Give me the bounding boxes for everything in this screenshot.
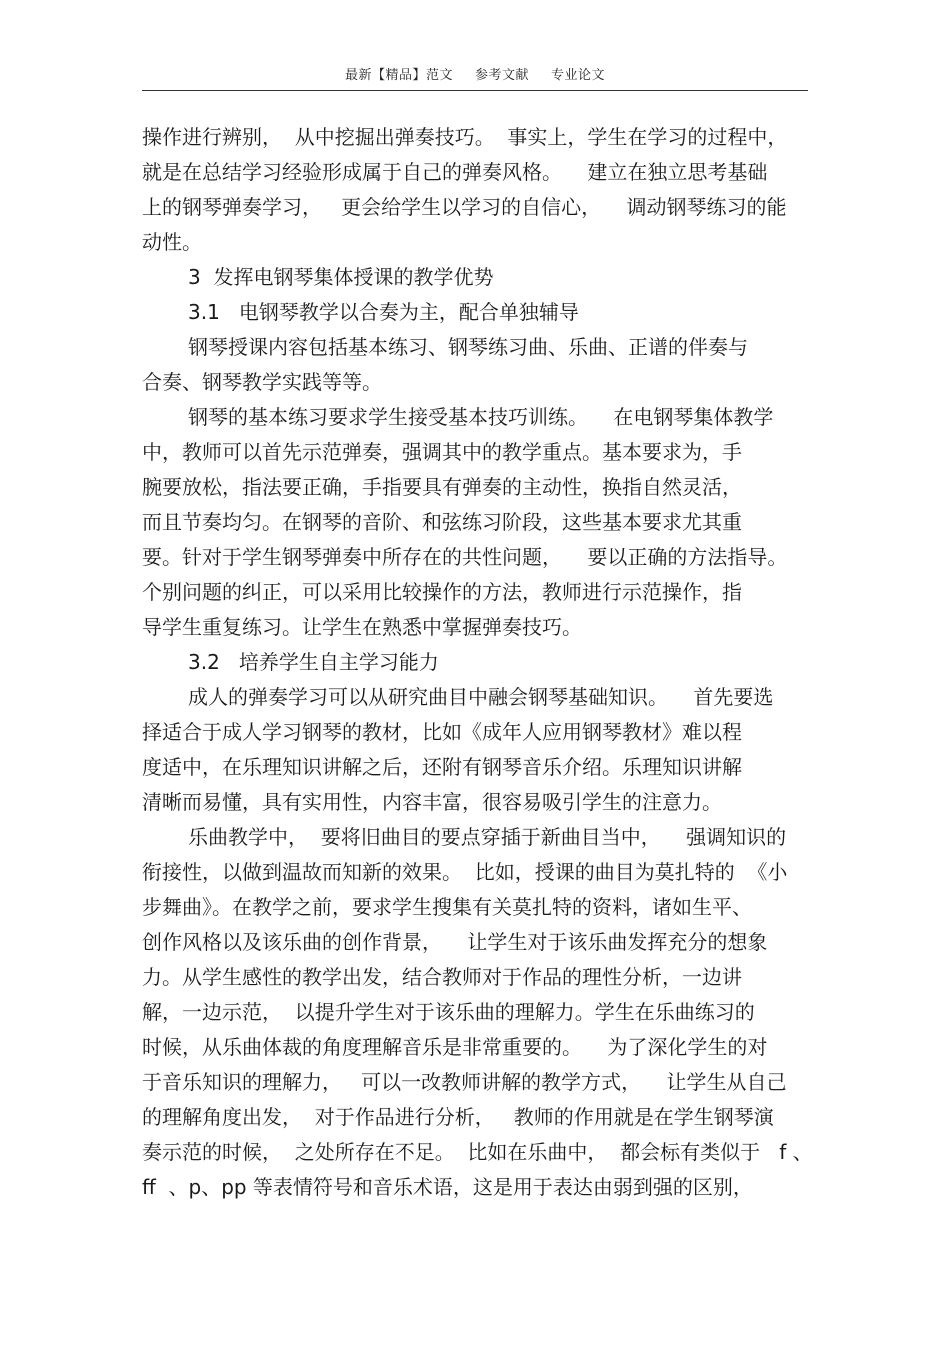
text-line: ff 、p、pp 等表情符号和音乐术语，这是用于表达由弱到强的区别，: [142, 1175, 753, 1199]
text-line: 上的钢琴弹奏学习， 更会给学生以学习的自信心， 调动钢琴练习的能: [142, 195, 787, 219]
text-line: 创作风格以及该乐曲的创作背景， 让学生对于该乐曲发挥充分的想象: [142, 930, 768, 954]
text-line: 度适中，在乐理知识讲解之后，还附有钢琴音乐介绍。乐理知识讲解: [142, 755, 742, 779]
text-line: 中，教师可以首先示范弹奏，强调其中的教学重点。基本要求为，手: [142, 440, 742, 464]
header-label-cankao: 参考文献: [474, 68, 529, 83]
text-line: 个别问题的纠正，可以采用比较操作的方法，教师进行示范操作，指: [142, 580, 742, 604]
text-line: 于音乐知识的理解力， 可以一改教师讲解的教学方式， 让学生从自己: [142, 1070, 787, 1094]
text-line: 而且节奏均匀。在钢琴的音阶、和弦练习阶段，这些基本要求尤其重: [142, 510, 742, 534]
text-line: 成人的弹奏学习可以从研究曲目中融会钢琴基础知识。 首先要选: [188, 685, 774, 709]
section-heading-3-1: 3.1 电钢琴教学以合奏为主，配合单独辅导: [188, 300, 579, 324]
text-line: 时候，从乐曲体裁的角度理解音乐是非常重要的。 为了深化学生的对: [142, 1035, 768, 1059]
text-line: 清晰而易懂，具有实用性，内容丰富，很容易吸引学生的注意力。: [142, 790, 722, 814]
text-line: 就是在总结学习经验形成属于自己的弹奏风格。 建立在独立思考基础: [142, 160, 768, 184]
text-line: 乐曲教学中， 要将旧曲目的要点穿插于新曲目当中， 强调知识的: [188, 825, 787, 849]
page-header: [142, 64, 808, 83]
text-line: 奏示范的时候， 之处所存在不足。 比如在乐曲中， 都会标有类似于 f 、: [142, 1140, 813, 1164]
text-line: 合奏、钢琴教学实践等等。: [142, 370, 382, 394]
text-line: 择适合于成人学习钢琴的教材，比如《成年人应用钢琴教材》难以程: [142, 720, 742, 744]
header-label-lunwen: 专业论文: [551, 68, 606, 83]
text-line: 步舞曲》。在教学之前，要求学生搜集有关莫扎特的资料，诸如生平、: [142, 895, 752, 919]
text-line: 衔接性，以做到温故而知新的效果。 比如，授课的曲目为莫扎特的 《小: [142, 860, 788, 884]
text-line: 解，一边示范， 以提升学生对于该乐曲的理解力。学生在乐曲练习的: [142, 1000, 755, 1024]
section-heading-3: 3 发挥电钢琴集体授课的教学优势: [188, 265, 494, 289]
text-line: 的理解角度出发， 对于作品进行分析， 教师的作用就是在学生钢琴演: [142, 1105, 774, 1129]
section-heading-3-2: 3.2 培养学生自主学习能力: [188, 650, 439, 674]
header-divider: [142, 90, 808, 91]
text-line: 要。针对于学生钢琴弹奏中所存在的共性问题， 要以正确的方法指导。: [142, 545, 788, 569]
text-line: 钢琴的基本练习要求学生接受基本技巧训练。 在电钢琴集体教学: [188, 405, 774, 429]
header-label-fanwen: 最新【精品】范文: [344, 68, 453, 83]
text-line: 力。从学生感性的教学出发，结合教师对于作品的理性分析，一边讲: [142, 965, 742, 989]
text-line: 动性。: [142, 230, 202, 254]
text-line: 操作进行辨别， 从中挖掘出弹奏技巧。 事实上，学生在学习的过程中，: [142, 125, 788, 149]
text-line: 导学生重复练习。让学生在熟悉中掌握弹奏技巧。: [142, 615, 582, 639]
text-line: 钢琴授课内容包括基本练习、钢琴练习曲、乐曲、正谱的伴奏与: [188, 335, 748, 359]
text-line: 腕要放松，指法要正确，手指要具有弹奏的主动性，换指自然灵活，: [142, 475, 742, 499]
